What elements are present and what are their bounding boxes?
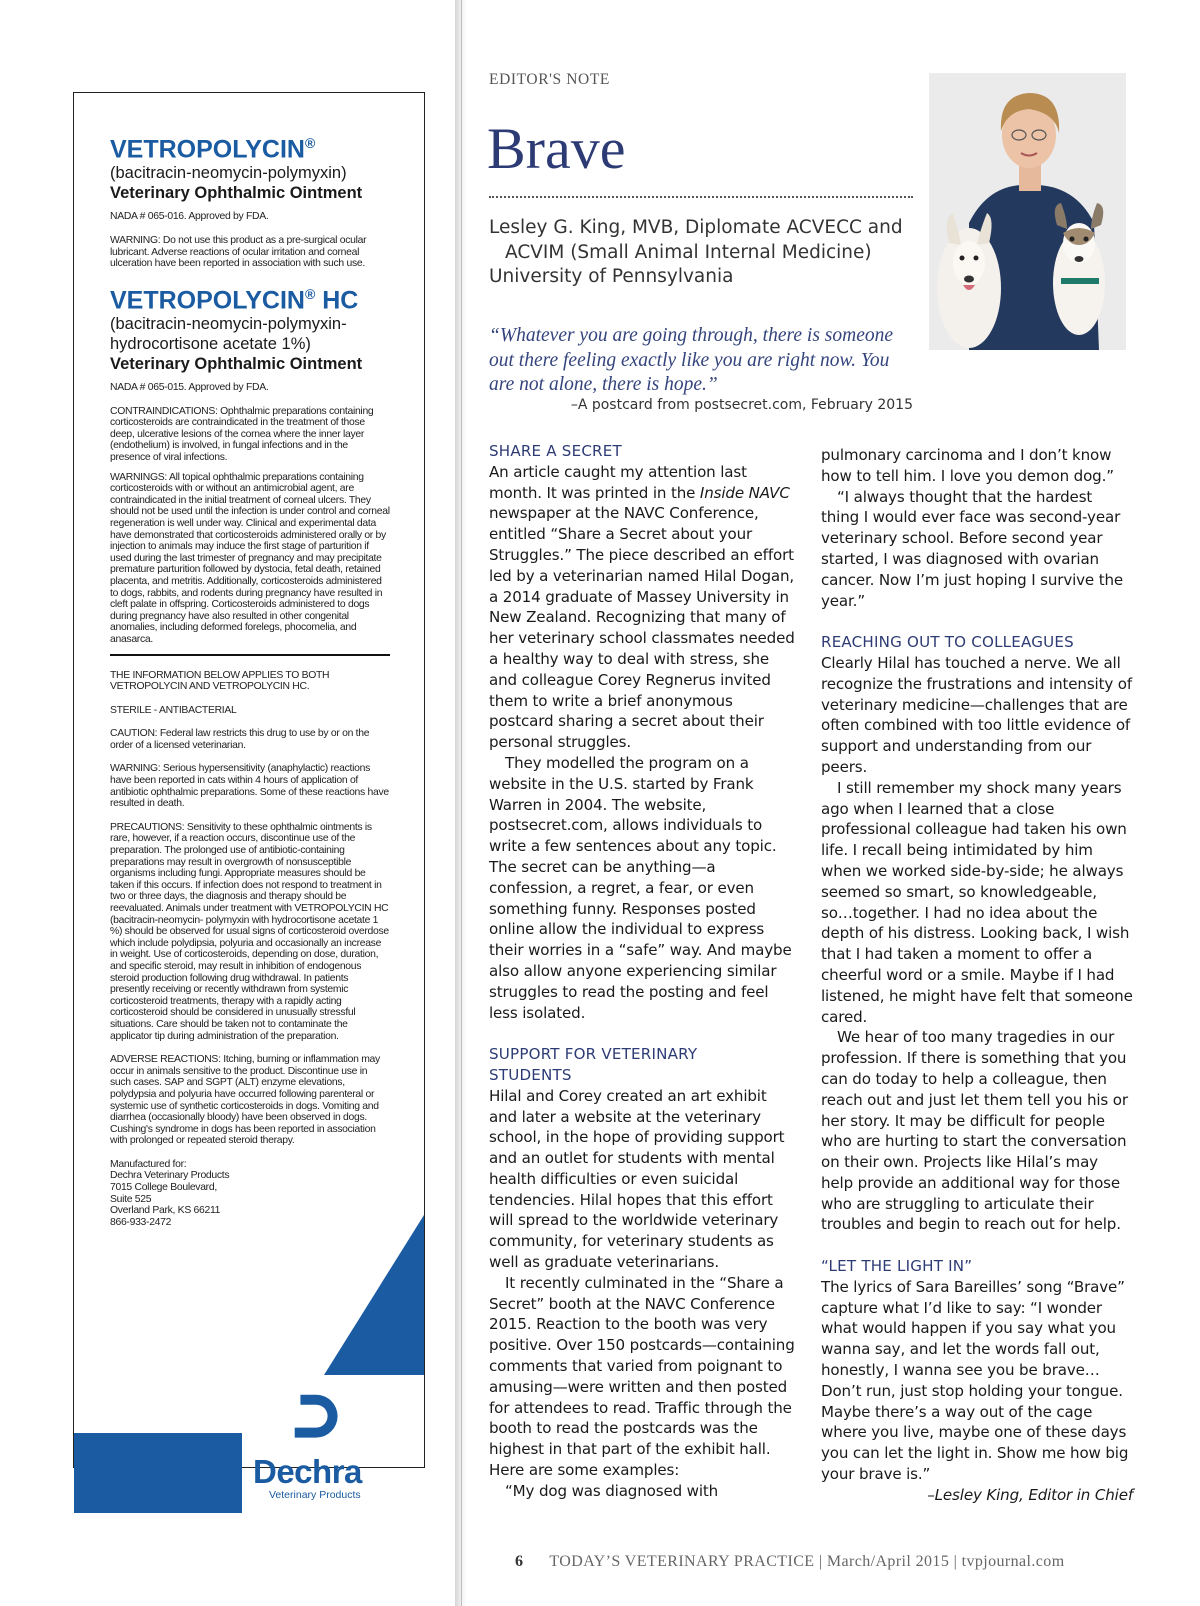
sterile-label: STERILE - ANTIBACTERIAL — [110, 704, 237, 716]
generic-name-1: (bacitracin-neomycin-polymyxin) — [110, 164, 347, 183]
paragraph: “My dog was diagnosed with — [505, 1481, 719, 1500]
heading-share-a-secret: SHARE A SECRET — [489, 442, 622, 460]
article-title: Brave — [487, 116, 626, 181]
footer-publication: TODAY’S VETERINARY PRACTICE | March/April 2015 | tvpjournal.com — [549, 1553, 1065, 1570]
paragraph: We hear of too many tragedies in our profession. If there is something that you can do today to help a colleague, then reach out and just let them tell you his or her story. It may be difficult for people who are hurting to start the conversation on their own. Projects like Hilal’s may help provide an additional way for those who are struggling to articulate their troubles and begin to reach out for help. — [821, 1028, 1128, 1234]
paragraph: pulmonary carcinoma and I don’t know how to tell him. I love you demon dog.” — [821, 446, 1114, 485]
section-kicker: EDITOR'S NOTE — [489, 71, 610, 88]
byline-line: Lesley G. King, MVB, Diplomate ACVECC and — [489, 217, 903, 238]
paragraph: “I always thought that the hardest thing I would ever face was second-year veterinary school. Before second year started, I was diagnosed with ovarian cancer. Now I’m just hoping I survive the year.” — [821, 487, 1124, 610]
generic-name-2: (bacitracin-neomycin-polymyxin-hydrocortisone acetate 1%) — [110, 315, 347, 354]
title-dotted-rule — [489, 196, 913, 198]
contraindications: CONTRAINDICATIONS: Ophthalmic preparations containing corticosteroids are contraindicated in the treatment of those deep, ulcerative lesions of the cornea where the inner layer (endothelium) is involved, in fungal infections and in the presence of viral infections. — [110, 405, 374, 463]
adverse-reactions: ADVERSE REACTIONS: Itching, burning or inflammation may occur in animals sensitive to the product. Discontinue use in such cases. SAP and SGPT (ALT) enzyme elevations, polydypsia and polyuria have occurred following parenteral or systemic use of synthetic corticosteroids in dogs. Vomiting and diarrhea (occasionally bloody) have been observed in dogs. Cushing's syndrome in dogs has been reported in association with prolonged or repeated steroid therapy. — [110, 1054, 380, 1147]
mfg-line: 866-933-2472 — [110, 1216, 172, 1228]
product-name-2: VETROPOLYCIN® HC — [110, 285, 359, 315]
heading-support-students: SUPPORT FOR VETERINARY STUDENTS — [489, 1045, 698, 1084]
nada-approval-1: NADA # 065-016. Approved by FDA. — [110, 211, 269, 223]
warning-1: WARNING: Do not use this product as a pre-surgical ocular lubricant. Adverse reactions of ocular irritation and corneal ulceration have been reported in association with such use. — [110, 234, 367, 270]
ad-divider — [110, 654, 390, 656]
page-number: 6 — [515, 1553, 524, 1570]
manufacturer-info — [110, 1159, 390, 1229]
heading-let-the-light-in: “LET THE LIGHT IN” — [821, 1257, 973, 1276]
pull-quote-attribution: –A postcard from postsecret.com, February 2015 — [570, 397, 913, 413]
heading-reaching-out: REACHING OUT TO COLLEAGUES — [821, 633, 1074, 652]
byline-line: University of Pennsylvania — [489, 266, 734, 287]
paragraph: I still remember my shock many years ago when I learned that a close professional colleague had taken his own life. I recall being intimidated by him when we worked side-by-side; he always seemed so smart, so knowledgeable, so…together. I had no idea about the depth of his distress. Looking back, I wish that I had taken a moment to offer a cheerful word or a smile. Maybe if I had listened, he might have felt that someone cared. — [821, 778, 1133, 1026]
page-footer — [515, 1553, 1125, 1571]
author-byline — [489, 216, 919, 290]
paragraph: Hilal and Corey created an art exhibit and later a website at the veterinary school, in the hope of providing support and an outlet for students with mental health difficulties or even suicidal tendencies. Hilal hopes that this effort will spread to the worldwide veterinary community, for veterinary students as well as graduate veterinarians. — [489, 1086, 785, 1272]
paragraph: An article caught my attention last month. It was printed in the Inside NAVC newspaper at the NAVC Conference, entitled “Share a Secret about your Struggles.” The piece described an effort led by a veterinarian named Hilal Dogan, a 2014 graduate of Massey University in New Zealand. Recognizing that many of her veterinary school classmates needed a healthy way to deal with stress, she and colleague Corey Regnerus invited them to write a brief anonymous postcard sharing a secret about their personal struggles. — [489, 462, 795, 752]
dechra-logo-subtitle: Veterinary Products — [269, 1489, 361, 1501]
warning-3: WARNING: Serious hypersensitivity (anaphylactic) reactions have been reported in cats within 4 hours of application of antibiotic ophthalmic preparations. Some of these reactions have resulted in death. — [110, 763, 389, 810]
author-photo-with-dogs — [929, 73, 1126, 350]
mfg-line: Manufactured for: — [110, 1158, 187, 1170]
article-column-2 — [821, 445, 1133, 1506]
dosage-form-2: Veterinary Ophthalmic Ointment — [110, 355, 363, 374]
mfg-line: Overland Park, KS 66211 — [110, 1205, 221, 1217]
mfg-line: 7015 College Boulevard, — [110, 1182, 217, 1194]
page-gutter-line — [461, 0, 462, 1606]
vetropolycin-ad — [73, 92, 425, 1501]
applies-to-both: THE INFORMATION BELOW APPLIES TO BOTH VETROPOLYCIN AND VETROPOLYCIN HC. — [110, 669, 330, 693]
product-name-1: VETROPOLYCIN® — [110, 135, 316, 164]
pull-quote: “Whatever you are going through, there is someone out there feeling exactly like you are right now. You are not alone, there is hope.” — [489, 325, 894, 395]
warnings-2: WARNINGS: All topical ophthalmic preparations containing corticosteroids with or without an antimicrobial agent, are contraindicated in the initial treatment of corneal ulcers. They should not be used until the infection is under control and corneal regeneration is well under way. Clinical and experimental data have demonstrated that corticosteroids administered orally or by injection to animals may induce the first stage of parturition if used during the last trimester of pregnancy and may precipitate premature parturition followed by dystocia, fetal death, retained placenta, and metritis. Additionally, corticosteroids administered to dogs, rabbits, and rodents during pregnancy have resulted in cleft palate in offspring. Corticosteroids administered to dogs during pregnancy have also resulted in other congenital anomalies, including deformed forelegs, phocomelia, and anasarca. — [110, 471, 390, 645]
precautions: PRECAUTIONS: Sensitivity to these ophthalmic ointments is rare, however, if a reaction occurs, discontinue use of the preparation. The prolonged use of antibiotic-containing preparations may result in overgrowth of nonsusceptible organisms including fungi. Appropriate measures should be taken if this occurs. If infection does not respond to treatment in two or three days, the diagnosis and therapy should be reevaluated. Animals under treatment with VETROPOLYCIN HC (bacitracin-neomycin- polymyxin with hydrocortisone acetate 1 %) should be observed for usual signs of corticosteroid overdose which include polydipsia, polyuria and occasionally an increase in weight. Use of corticosteroids, depending on dose, duration, and specific steroid, may result in inhibition of endogenous steroid production following drug withdrawal. In patients presently receiving or recently withdrawn from systemic corticosteroid treatments, therapy with a rapidly acting corticosteroid should be considered in unusually stressful situations. Care should be taken not to contaminate the applicator tip during administration of the preparation. — [110, 821, 389, 1042]
dechra-logo-text: Dechra — [253, 1453, 362, 1490]
paragraph: They modelled the program on a website in the U.S. started by Frank Warren in 2004. The website, postsecret.com, allows individuals to write a few sentences about any topic. The secret can be anything—a confession, a regret, a fear, or even something funny. Responses posted online allow the individual to express their worries in a “safe” way. And maybe also allow anyone experiencing similar struggles to read the posting and feel less isolated. — [489, 753, 792, 1022]
nada-approval-2: NADA # 065-015. Approved by FDA. — [110, 382, 269, 394]
ad-text-block — [110, 129, 390, 1228]
caution: CAUTION: Federal law restricts this drug to use by or on the order of a licensed veterinarian. — [110, 728, 370, 751]
mfg-line: Dechra Veterinary Products — [110, 1170, 230, 1182]
paragraph: Clearly Hilal has touched a nerve. We all recognize the frustrations and intensity of veterinary medicine—challenges that are often combined with too little evidence of support and understanding from our peers. — [821, 653, 1133, 776]
dechra-d-logo-icon — [279, 1383, 379, 1455]
article-column-1 — [489, 441, 798, 1502]
paragraph: The lyrics of Sara Bareilles’ song “Brave” capture what I’d like to say: “I wonder what would happen if you say what you wanna say, and let the words fall out, honestly, I wanna see you be brave…Don’t run, just stop holding your tongue. Maybe there’s a way out of the cage where you live, maybe one of these days you can let the light in. Show me how big your brave is.” — [821, 1277, 1129, 1484]
dosage-form-1: Veterinary Ophthalmic Ointment — [110, 184, 363, 203]
editor-signature: –Lesley King, Editor in Chief — [927, 1485, 1133, 1504]
mfg-line: Suite 525 — [110, 1193, 152, 1205]
byline-line: ACVIM (Small Animal Internal Medicine) — [505, 241, 872, 263]
paragraph: It recently culminated in the “Share a Secret” booth at the NAVC Conference 2015. Reaction to the booth was very positive. Over 150 postcards—containing comments that varied from poignant to amusing—were written and then posted for attendees to read. Traffic through the booth to read the postcards was the highest in that part of the exhibit hall. Here are some examples: — [489, 1273, 795, 1480]
